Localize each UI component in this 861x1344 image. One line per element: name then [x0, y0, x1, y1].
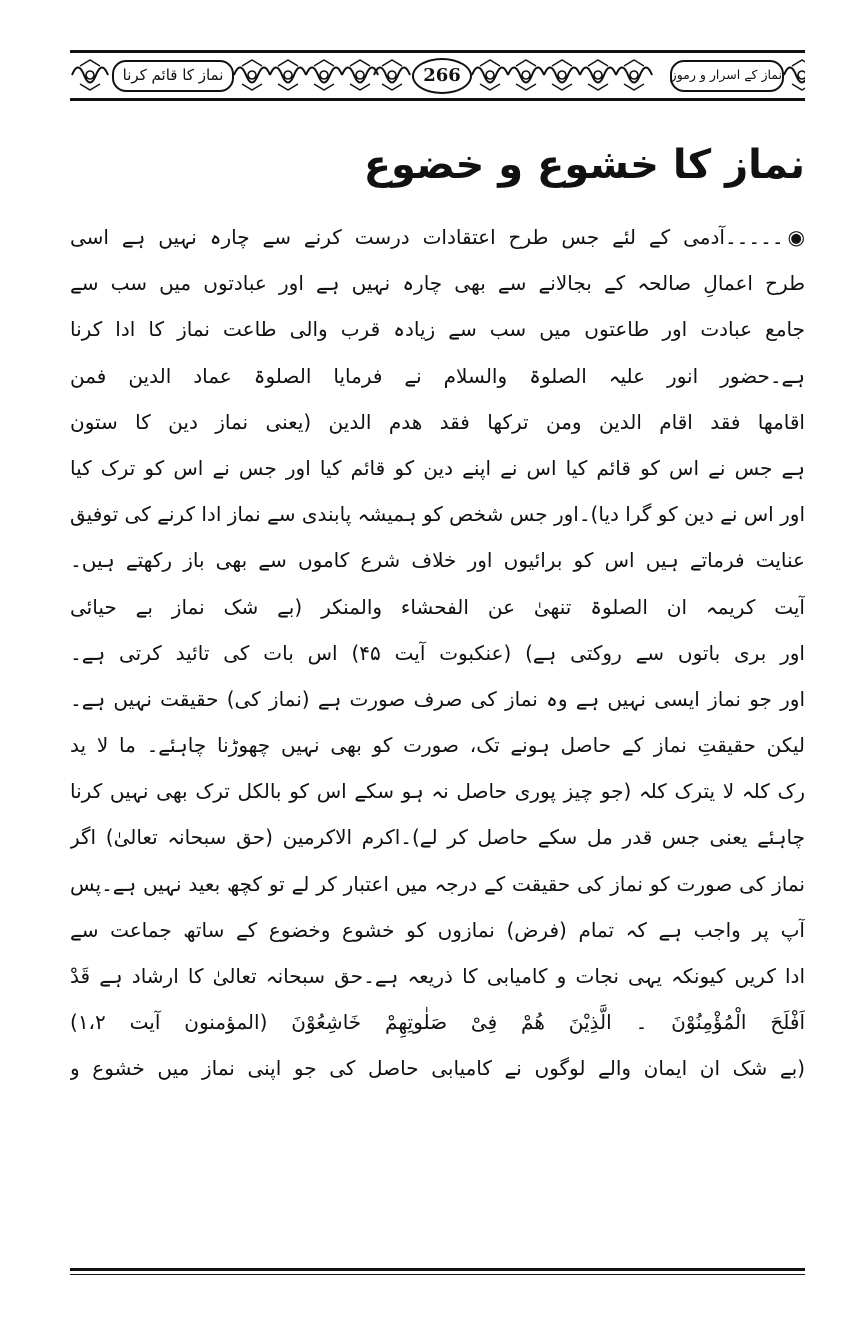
body-text [70, 214, 805, 1092]
text-line: ادا کریں کیونکہ یہی نجات و کامیابی کا ذریعہ ہے۔حق سبحانہ تعالیٰ کا ارشاد ہے قَدْ [70, 964, 805, 988]
text-line: جامع عبادت اور طاعتوں میں سب سے زیادہ قرب والی طاعت نماز کا ادا کرنا [70, 317, 805, 342]
text-line: لیکن حقیقتِ نماز کے حاصل ہونے تک، صورت کو بھی نہیں چھوڑنا چاہئے۔ ما لا ید [70, 733, 805, 758]
footer-thin-rule [70, 1274, 805, 1275]
text-line: رک کلہ لا یترک کلہ (جو چیز پوری حاصل نہ ہو سکے اس کو بالکل ترک بھی نہیں کرنا [70, 779, 805, 804]
text-line: نماز کی صورت کو نماز کی حقیقت کے درجہ میں اعتبار کر لے تو کچھ بعید نہیں ہے۔پس [70, 871, 805, 896]
footer-thick-rule [70, 1268, 805, 1271]
text-line [70, 214, 805, 260]
text-line: اقامھا فقد اقام الدین ومن ترکھا فقد ھدم الدین (یعنی نماز دین کا ستون [70, 409, 805, 434]
header-bottom-rule [70, 98, 805, 101]
chapter-title-label: نماز کا قائم کرنا [112, 60, 234, 92]
text-line: آیت کریمہ ان الصلوۃ تنھیٰ عن الفحشاء والمنکر (بے شک نماز بے حیائی [70, 594, 805, 619]
text-line: ہے۔حضور انور علیہ الصلوۃ والسلام نے فرمایا الصلوۃ عماد الدین فمن [70, 363, 805, 388]
header-top-rule [70, 50, 805, 53]
text-line: عنایت فرماتے ہیں اس کو برائیوں اور خلاف شرع کاموں سے بھی باز رکھتے ہیں۔ [70, 548, 805, 573]
text-line: (بے شک ان ایمان والے لوگوں نے کامیابی حاصل کی جو اپنی نماز میں خشوع و [70, 1056, 805, 1081]
text-line: آپ پر واجب ہے کہ تمام (فرض) نمازوں کو خشوع وخضوع کے ساتھ جماعت سے [70, 917, 805, 942]
text-line: طرح اعمالِ صالحہ کے بجالانے سے بھی چارہ نہیں ہے اور عبادتوں میں سب سے [70, 271, 805, 296]
text-line: اَفْلَحَ الْمُؤْمِنُوْنَ ۔ الَّذِیْنَ ھُمْ فِیْ صَلٰوتِھِمْ خَاشِعُوْنَ (المؤمنون آیت ۱،۲) [70, 1010, 805, 1035]
text-line: اور بری باتوں سے روکتی ہے) (عنکبوت آیت ۴۵) اس بات کی تائید کرتی ہے۔ [70, 640, 805, 665]
text-line-content: ۔۔۔۔۔آدمی کے لئے جس طرح اعتقادات درست کرنے سے چارہ نہیں ہے اسی [70, 225, 784, 249]
section-title: نماز کا خشوع و خضوع [363, 142, 805, 188]
page-number: 266 [412, 58, 472, 94]
book-title-label: نماز کے اسرار و رموز [670, 60, 784, 92]
text-line: چاہئے یعنی جس قدر مل سکے حاصل کر لے)۔اکرم الاکرمین (حق سبحانہ تعالیٰ) اگر [70, 825, 805, 850]
bullet-icon: ◉ [787, 225, 805, 249]
page-header [70, 50, 805, 102]
text-line: اور اس نے دین کو گرا دیا)۔اور جس شخص کو ہمیشہ پابندی سے نماز ادا کرنے کی توفیق [70, 502, 805, 527]
text-line: اور جو نماز ایسی نہیں ہے وہ نماز کی صرف صورت ہے (نماز کی) حقیقت نہیں ہے۔ [70, 686, 805, 711]
text-line: ہے جس نے اس کو قائم کیا اس نے اپنے دین کو قائم کیا اور جس نے اس کو ترک کیا [70, 455, 805, 480]
